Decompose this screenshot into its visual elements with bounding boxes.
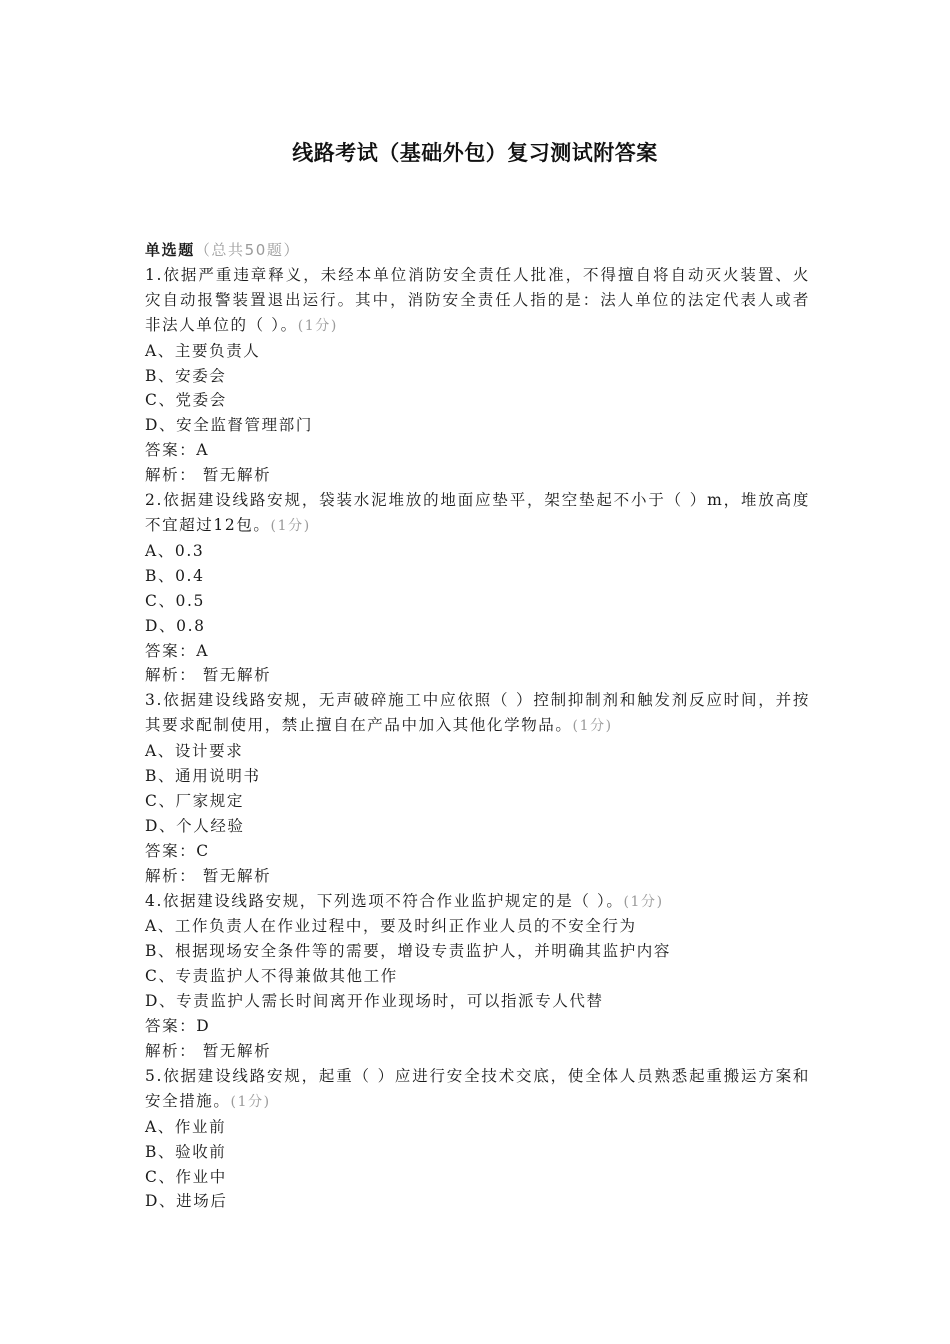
option-d: D、进场后 xyxy=(145,1192,228,1211)
question-score: (1分) xyxy=(623,893,664,910)
option-a: A、设计要求 xyxy=(145,742,244,761)
question-score: (1分) xyxy=(230,1093,271,1110)
section-note: （总共50题） xyxy=(194,241,301,259)
answer: 答案：D xyxy=(145,1017,211,1036)
document-title: 线路考试（基础外包）复习测试附答案 xyxy=(292,141,658,165)
question-score: (1分) xyxy=(270,517,311,534)
option-c: C、0.5 xyxy=(145,591,206,610)
document-content xyxy=(145,238,810,1214)
question-text: 1.依据严重违章释义，未经本单位消防安全责任人批准，不得擅自将自动灭火装置、火灾自动报警装置退出运行。其中，消防安全责任人指的是：法人单位的法定代表人或者非法人单位的（ ）。 xyxy=(145,265,810,334)
section-label: 单选题 xyxy=(145,241,195,259)
option-d: D、专责监护人需长时间离开作业现场时，可以指派专人代替 xyxy=(145,992,604,1011)
analysis: 解析： 暂无解析 xyxy=(145,466,272,485)
option-d: D、个人经验 xyxy=(145,816,245,835)
option-b: B、0.4 xyxy=(145,566,205,585)
question-2 xyxy=(145,488,810,688)
option-b: B、验收前 xyxy=(145,1142,227,1161)
option-a: A、0.3 xyxy=(145,541,205,560)
question-stem xyxy=(145,688,810,739)
option-a: A、主要负责人 xyxy=(145,341,261,360)
option-d: D、0.8 xyxy=(145,616,206,635)
question-5 xyxy=(145,1064,810,1214)
option-b: B、通用说明书 xyxy=(145,767,261,786)
question-text: 2.依据建设线路安规，袋装水泥堆放的地面应垫平，架空垫起不小于（ ）m，堆放高度不宜超过12包。 xyxy=(145,491,810,534)
question-text: 3.依据建设线路安规，无声破碎施工中应依照（ ）控制抑制剂和触发剂反应时间，并按其要求配制使用，禁止擅自在产品中加入其他化学物品。 xyxy=(145,691,810,735)
analysis: 解析： 暂无解析 xyxy=(145,866,272,885)
question-stem xyxy=(145,263,810,339)
answer: 答案：A xyxy=(145,641,210,660)
question-score: (1分) xyxy=(572,718,613,735)
option-d: D、安全监督管理部门 xyxy=(145,416,313,435)
answer: 答案：A xyxy=(145,441,210,460)
question-score: (1分) xyxy=(297,317,338,334)
question-text: 5.依据建设线路安规，起重（ ）应进行安全技术交底，使全体人员熟悉起重搬运方案和安全措施。 xyxy=(145,1066,810,1110)
question-stem xyxy=(145,488,810,539)
question-stem xyxy=(145,1064,810,1115)
question-stem xyxy=(145,889,810,915)
answer: 答案：C xyxy=(145,841,210,860)
analysis: 解析： 暂无解析 xyxy=(145,666,272,685)
option-a: A、作业前 xyxy=(145,1117,227,1136)
question-text: 4.依据建设线路安规，下列选项不符合作业监护规定的是（ ）。 xyxy=(145,891,624,910)
question-3 xyxy=(145,688,810,888)
question-4 xyxy=(145,889,810,1064)
question-1 xyxy=(145,263,810,488)
option-c: C、厂家规定 xyxy=(145,791,244,810)
analysis: 解析： 暂无解析 xyxy=(145,1042,272,1060)
option-a: A、工作负责人在作业过程中，要及时纠正作业人员的不安全行为 xyxy=(145,917,637,936)
section-heading xyxy=(145,238,810,263)
option-b: B、安委会 xyxy=(145,366,227,385)
option-c: C、专责监护人不得兼做其他工作 xyxy=(145,967,398,986)
option-b: B、根据现场安全条件等的需要，增设专责监护人，并明确其监护内容 xyxy=(145,942,671,961)
option-c: C、作业中 xyxy=(145,1167,227,1186)
option-c: C、党委会 xyxy=(145,391,227,410)
